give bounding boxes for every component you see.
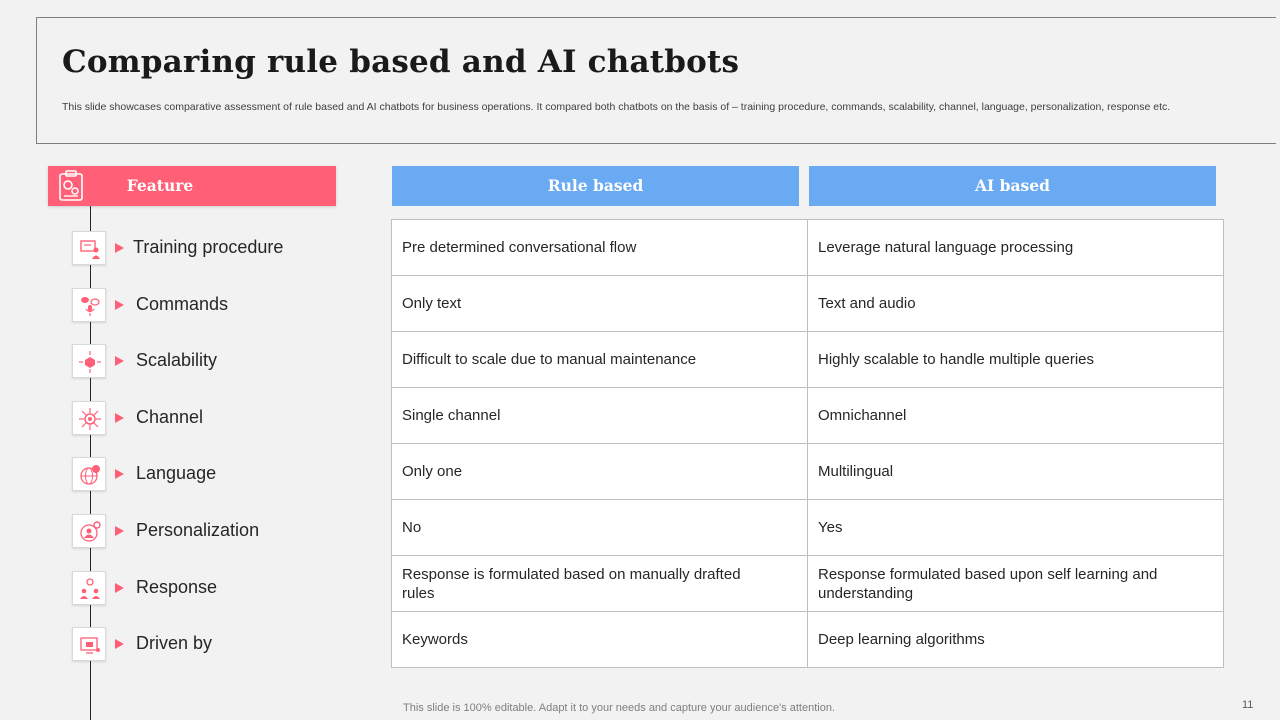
- ai-based-cell: Yes: [808, 500, 1224, 556]
- bullet-arrow-icon: [115, 243, 124, 253]
- page-subtitle: This slide showcases comparative assessment of rule based and AI chatbots for business operations. It compared both chatbots on the basis of – training procedure, commands, scalability, channel, language, personalization, response etc.: [62, 101, 1171, 113]
- title-box: [36, 17, 1276, 144]
- bullet-arrow-icon: [115, 413, 124, 423]
- bullet-arrow-icon: [115, 526, 124, 536]
- feature-label: Driven by: [136, 633, 213, 653]
- feature-item-personalization: [72, 514, 372, 548]
- rule-based-cell: Keywords: [392, 612, 808, 668]
- bullet-arrow-icon: [115, 583, 124, 593]
- ai-based-cell: Text and audio: [808, 276, 1224, 332]
- bullet-arrow-icon: [115, 300, 124, 310]
- rule-based-cell: Response is formulated based on manually drafted rules: [392, 556, 808, 612]
- ai-based-cell: Omnichannel: [808, 388, 1224, 444]
- ai-based-column-header: AI based: [809, 166, 1216, 206]
- comparison-table: [391, 219, 1224, 668]
- feature-label: Scalability: [136, 350, 218, 370]
- ai-based-cell: Deep learning algorithms: [808, 612, 1224, 668]
- bullet-arrow-icon: [115, 639, 124, 649]
- feature-item-response: [72, 571, 372, 605]
- expand-cube-icon: [79, 351, 101, 373]
- feature-label: Training procedure: [133, 237, 284, 257]
- footer-note: This slide is 100% editable. Adapt it to your needs and capture your audience's attention.: [403, 702, 835, 714]
- bullet-arrow-icon: [115, 356, 124, 366]
- feature-item-scalability: [72, 344, 372, 378]
- feature-item-driven-by: [72, 627, 372, 661]
- globe-translate-icon: [79, 464, 101, 486]
- feature-label: Channel: [136, 407, 204, 427]
- rule-based-cell: Only text: [392, 276, 808, 332]
- rule-based-cell: No: [392, 500, 808, 556]
- ai-based-cell: Multilingual: [808, 444, 1224, 500]
- team-idea-icon: [79, 578, 101, 600]
- clipboard-gear-icon: [56, 170, 86, 202]
- feature-label: Personalization: [136, 520, 260, 540]
- feature-column-header: [48, 166, 336, 206]
- ai-based-cell: Highly scalable to handle multiple queries: [808, 332, 1224, 388]
- feature-label: Response: [136, 577, 218, 597]
- rule-based-cell: Pre determined conversational flow: [392, 220, 808, 276]
- ai-based-cell: Leverage natural language processing: [808, 220, 1224, 276]
- feature-label: Commands: [136, 294, 229, 314]
- feature-item-language: [72, 457, 372, 491]
- table-row: [392, 444, 1224, 500]
- page-number: 11: [1242, 699, 1254, 711]
- table-row: [392, 388, 1224, 444]
- bullet-arrow-icon: [115, 469, 124, 479]
- ai-screen-icon: [79, 634, 101, 656]
- table-row: [392, 612, 1224, 668]
- table-row: [392, 332, 1224, 388]
- rule-based-cell: Single channel: [392, 388, 808, 444]
- feature-item-training-procedure: [72, 231, 372, 265]
- rule-based-column-header: Rule based: [392, 166, 799, 206]
- user-gear-icon: [79, 521, 101, 543]
- feature-item-channel: [72, 401, 372, 435]
- microphone-chat-icon: [79, 295, 101, 317]
- rule-based-cell: Difficult to scale due to manual maintenance: [392, 332, 808, 388]
- feature-item-commands: [72, 288, 372, 322]
- network-hub-icon: [79, 408, 101, 430]
- page-title: Comparing rule based and AI chatbots: [62, 44, 740, 80]
- presentation-person-icon: [79, 238, 101, 260]
- feature-label: Language: [136, 463, 217, 483]
- feature-header-label: Feature: [126, 176, 194, 195]
- rule-based-cell: Only one: [392, 444, 808, 500]
- table-row: [392, 276, 1224, 332]
- table-row: [392, 556, 1224, 612]
- table-row: [392, 220, 1224, 276]
- table-row: [392, 500, 1224, 556]
- ai-based-cell: Response formulated based upon self learning and understanding: [808, 556, 1224, 612]
